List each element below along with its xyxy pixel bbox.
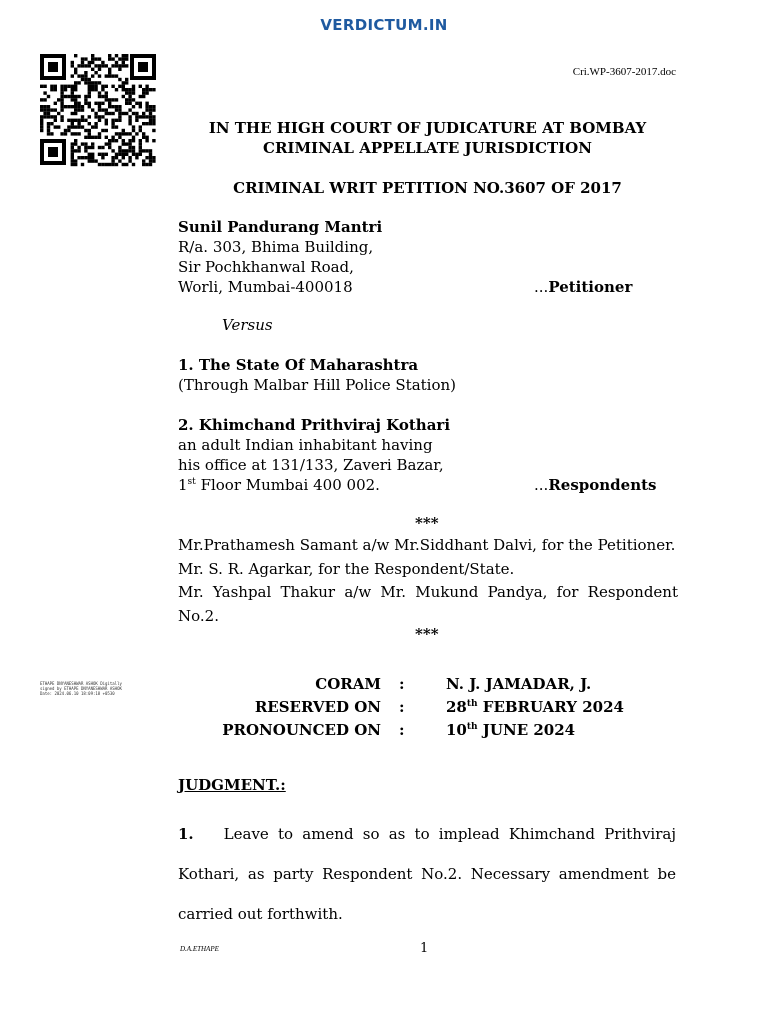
digital-signature-stamp: ETHAPE DNYANESHWAR ASHOK Digitally signed by ETHAPE DNYANESHWAR ASHOK Date: 2024.06.10 18:09:18 +0530 <box>40 681 122 696</box>
petitioner-label: ...Petitioner <box>534 278 633 296</box>
page-number: 1 <box>420 941 429 956</box>
paragraph-text: Leave to amend so as to implead Khimchand Prithviraj Kothari, as party Respondent No.2. Necessary amendment be carried out forthwith. <box>178 825 676 923</box>
pronounced-date: 10th JUNE 2024 <box>446 721 576 739</box>
reserved-row <box>0 698 768 720</box>
counsel-line: Mr. S. R. Agarkar, for the Respondent/State. <box>178 559 515 578</box>
respondent-2-address-line: an adult Indian inhabitant having <box>178 436 433 454</box>
pronounced-row <box>0 721 768 743</box>
petition-number: CRIMINAL WRIT PETITION NO.3607 OF 2017 <box>233 179 622 197</box>
court-name: IN THE HIGH COURT OF JUDICATURE AT BOMBAY <box>208 119 647 137</box>
petitioner-name: Sunil Pandurang Mantri <box>178 218 383 236</box>
coram-label: CORAM <box>315 675 381 693</box>
respondent-1-name: 1. The State Of Maharashtra <box>178 356 419 374</box>
respondent-2-address-line: his office at 131/133, Zaveri Bazar, <box>178 456 444 474</box>
respondent-2-name: 2. Khimchand Prithviraj Kothari <box>178 416 451 434</box>
paragraph-1 <box>178 814 676 934</box>
coram-value: N. J. JAMADAR, J. <box>446 675 592 693</box>
counsel-line: Mr. Yashpal Thakur a/w Mr. Mukund Pandya, for Respondent No.2. <box>178 583 678 625</box>
petitioner-address-line: Worli, Mumbai-400018 <box>178 278 353 296</box>
paragraph-number: 1. <box>178 825 194 843</box>
reserved-label: RESERVED ON <box>254 698 381 716</box>
respondent-1-detail: (Through Malbar Hill Police Station) <box>178 376 457 394</box>
separator: *** <box>415 625 439 643</box>
file-reference: Cri.WP-3607-2017.doc <box>572 66 676 78</box>
reserved-date: 28th FEBRUARY 2024 <box>446 698 624 716</box>
respondents-label: ...Respondents <box>534 476 657 494</box>
colon: : <box>399 721 405 739</box>
coram-row <box>0 675 768 697</box>
counsel-line: Mr.Prathamesh Samant a/w Mr.Siddhant Dalvi, for the Petitioner. <box>178 536 676 554</box>
respondent-2-address-line: 1st Floor Mumbai 400 002. <box>178 476 380 494</box>
pronounced-label: PRONOUNCED ON <box>222 721 381 739</box>
judgment-heading: JUDGMENT.: <box>178 776 286 794</box>
petitioner-address-line: Sir Pochkhanwal Road, <box>178 258 354 276</box>
separator: *** <box>415 514 439 532</box>
site-watermark-title: VERDICTUM.IN <box>320 16 448 34</box>
versus-label: Versus <box>222 316 273 334</box>
petitioner-address-line: R/a. 303, Bhima Building, <box>178 238 374 256</box>
footer-initials: D.A.ETHAPE <box>180 945 219 953</box>
colon: : <box>399 698 405 716</box>
colon: : <box>399 675 405 693</box>
counsel-block <box>178 534 678 628</box>
jurisdiction: CRIMINAL APPELLATE JURISDICTION <box>263 139 592 157</box>
